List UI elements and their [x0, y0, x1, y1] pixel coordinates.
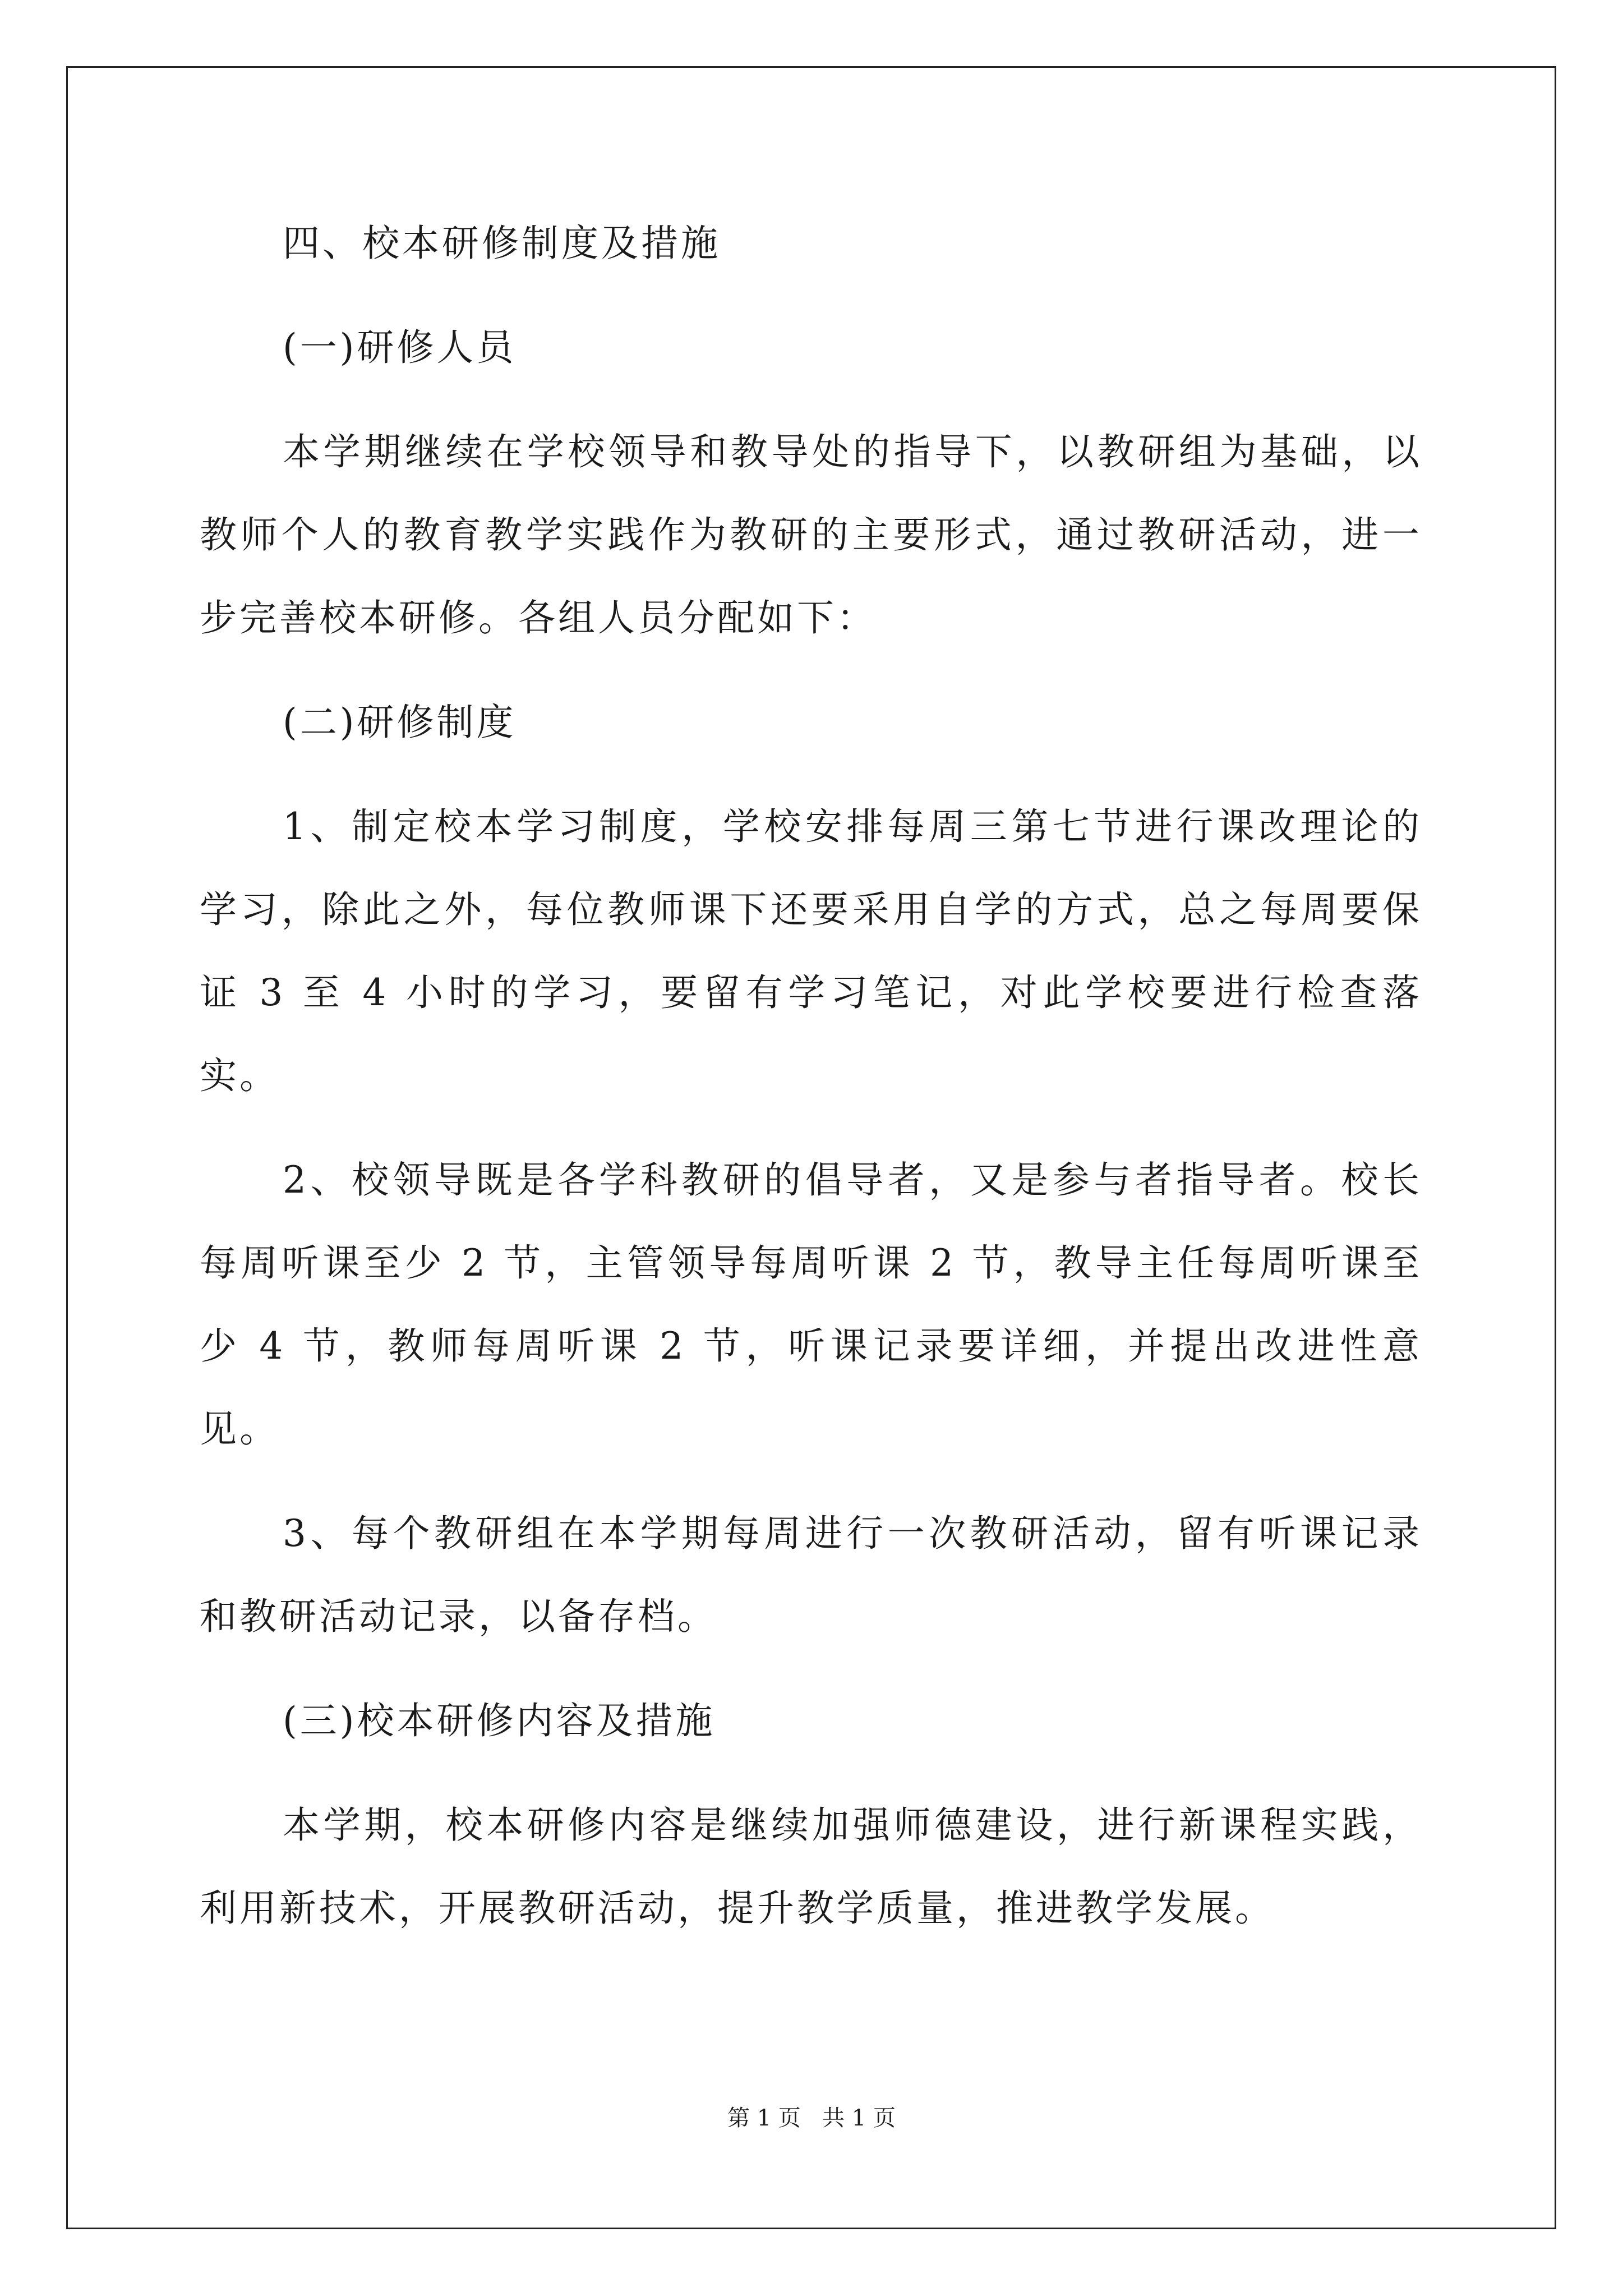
section-2-item-1: 1、制定校本学习制度，学校安排每周三第七节进行课改理论的学习，除此之外，每位教师课下还要采用自学的方式，总之每周要保证 3 至 4 小时的学习，要留有学习笔记，对此学校要进行检查落实。 — [200, 805, 1422, 1097]
page-footer — [0, 2100, 1623, 2132]
section-1-body: 本学期继续在学校领导和教导处的指导下，以教研组为基础，以教师个人的教育教学实践作为教研的主要形式，通过教研活动，进一步完善校本研修。各组人员分配如下： — [200, 430, 1422, 639]
page-number-current: 第 1 页 — [727, 2105, 801, 2131]
section-2-item-2: 2、校领导既是各学科教研的倡导者，又是参与者指导者。校长每周听课至少 2 节，主管领导每周听课 2 节，教导主任每周听课至少 4 节，教师每周听课 2 节，听课记录要详细，并提出改进性意见。 — [200, 1158, 1422, 1451]
section-3-body: 本学期，校本研修内容是继续加强师德建设，进行新课程实践，利用新技术，开展教研活动，提升教学质量，推进教学发展。 — [200, 1803, 1422, 1930]
section-2-title: (二)研修制度 — [283, 701, 517, 744]
section-heading-main: 四、校本研修制度及措施 — [283, 222, 721, 265]
document-body — [200, 202, 1422, 1971]
section-2-item-3: 3、每个教研组在本学期每周进行一次教研活动，留有听课记录和教研活动记录，以备存档。 — [200, 1512, 1422, 1638]
page-number-total: 共 1 页 — [822, 2105, 896, 2131]
section-3-title: (三)校本研修内容及措施 — [283, 1699, 716, 1742]
section-1-title: (一)研修人员 — [283, 326, 517, 369]
